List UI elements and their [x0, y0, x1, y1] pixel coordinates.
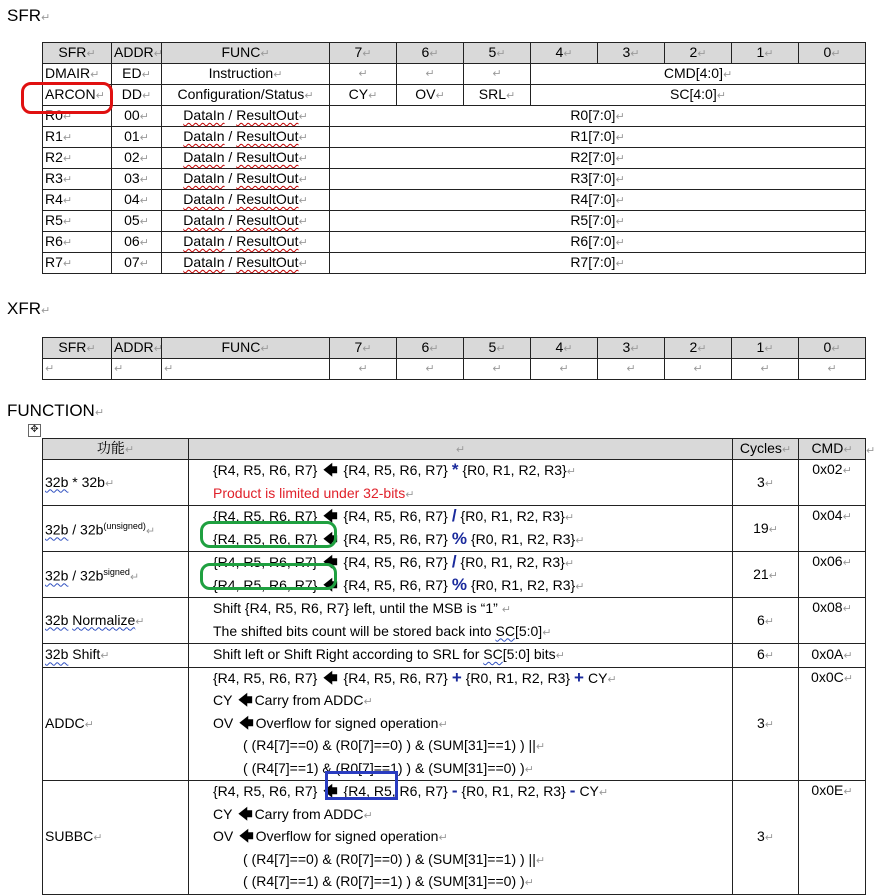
sfr-row-r3	[43, 169, 866, 190]
sfr-row-r6	[43, 232, 866, 253]
section-title-xfr: XFR↵	[7, 299, 51, 318]
function-table	[42, 438, 866, 895]
sfr-name: R0↵	[43, 106, 112, 127]
sfr-table	[42, 42, 866, 274]
function-row-divu	[43, 506, 866, 552]
sfr-name: R3↵	[43, 169, 112, 190]
function-note: Product is limited under 32-bits↵	[213, 484, 415, 501]
sfr-bits: R0[7:0]↵	[330, 106, 866, 127]
sfr-name: ARCON↵	[43, 85, 112, 106]
sfr-bit: OV↵	[397, 85, 464, 106]
function-description: {R4, R5, R6, R7} 🡄 {R4, R5, R6, R7} * {R0, R1, R2, R3}↵ Product is limited under 32-bits↵	[189, 460, 733, 506]
sfr-func: Configuration/Status↵	[162, 85, 330, 106]
header-feature: 功能↵	[43, 439, 189, 460]
function-cycles: 3↵	[733, 667, 799, 781]
header-cell: 4↵	[531, 338, 598, 359]
header-cell: SFR↵	[43, 338, 112, 359]
function-description: Shift {R4, R5, R6, R7} left, until the MSB is “1” ↵ The shifted bits count will be stored back into SC[5:0]↵	[189, 598, 733, 644]
sfr-bits: R1[7:0]↵	[330, 127, 866, 148]
highlight-arcon	[21, 82, 113, 114]
sfr-bits: R4[7:0]↵	[330, 190, 866, 211]
left-arrow-icon: 🡄	[323, 669, 338, 686]
sfr-func: DataIn / ResultOut↵	[162, 232, 330, 253]
sfr-row-r2	[43, 148, 866, 169]
empty-cell: ↵	[732, 359, 799, 380]
header-cell: FUNC↵	[162, 338, 330, 359]
left-arrow-icon: 🡄	[323, 508, 338, 524]
function-name: 32b Shift↵	[43, 644, 189, 668]
section-title-sfr: SFR↵	[7, 6, 51, 25]
function-cmd: 0x08↵	[799, 598, 866, 644]
function-cycles: 19↵	[733, 506, 799, 552]
function-header-row	[43, 439, 866, 460]
sfr-func: DataIn / ResultOut↵	[162, 148, 330, 169]
header-cell: 2↵	[665, 338, 732, 359]
row-end-mark: ↵	[866, 445, 875, 457]
sfr-bits: SC[4:0]↵	[531, 85, 866, 106]
header-cell: SFR↵	[43, 43, 112, 64]
left-arrow-icon: 🡄	[238, 692, 253, 708]
empty-cell: ↵	[162, 359, 330, 380]
sfr-row-r7	[43, 253, 866, 274]
header-cell: 5↵	[464, 338, 531, 359]
empty-cell: ↵	[464, 64, 531, 85]
function-name: 32b * 32b↵	[43, 460, 189, 506]
sfr-addr: 00↵	[112, 106, 162, 127]
table-move-handle-icon[interactable]: ✥	[28, 424, 41, 437]
xfr-table	[42, 337, 866, 380]
header-cell: 7↵	[330, 43, 397, 64]
function-row-shift	[43, 644, 866, 668]
sfr-row-r4	[43, 190, 866, 211]
function-row-subbc	[43, 781, 866, 895]
function-cycles: 6↵	[733, 644, 799, 668]
header-cell: 5↵	[464, 43, 531, 64]
empty-cell: ↵	[665, 359, 732, 380]
left-arrow-icon: 🡄	[323, 576, 338, 593]
function-cycles: 3↵	[733, 781, 799, 895]
sfr-row-dmair	[43, 64, 866, 85]
header-cell: 2↵	[665, 43, 732, 64]
function-cmd: 0x04↵	[799, 506, 866, 552]
sfr-addr: DD↵	[112, 85, 162, 106]
empty-cell: ↵	[112, 359, 162, 380]
left-arrow-icon: 🡄	[239, 828, 254, 844]
header-cell: 7↵	[330, 338, 397, 359]
header-cell: 4↵	[531, 43, 598, 64]
sfr-bit: CY↵	[330, 85, 397, 106]
sfr-name: R1↵	[43, 127, 112, 148]
left-arrow-icon: 🡄	[323, 783, 338, 799]
empty-cell: ↵	[43, 359, 112, 380]
sfr-func: DataIn / ResultOut↵	[162, 190, 330, 211]
sfr-bits: R7[7:0]↵	[330, 253, 866, 274]
sfr-addr: 03↵	[112, 169, 162, 190]
function-description: {R4, R5, R6, R7} 🡄 {R4, R5, R6, R7} + {R0, R1, R2, R3} + CY↵ CY 🡄 Carry from ADDC↵ OV 🡄 Overflow for signed operation↵ ( (R4[7]==0) & (R0[7]==0) ) & (SUM[31]==1) ) ||↵ ( (R4[7]==1) & (R0[7]==1) ) & (SUM[31]==0) )↵	[189, 667, 733, 781]
header-cell: 1↵	[732, 338, 799, 359]
empty-cell: ↵	[799, 359, 866, 380]
sfr-func: Instruction↵	[162, 64, 330, 85]
function-row-addc	[43, 667, 866, 781]
sfr-func: DataIn / ResultOut↵	[162, 253, 330, 274]
header-cell: ADDR↵	[112, 43, 162, 64]
empty-cell: ↵	[464, 359, 531, 380]
header-cell: FUNC↵	[162, 43, 330, 64]
function-row-divs	[43, 552, 866, 598]
highlight-divs-remainder	[200, 563, 337, 590]
sfr-bit: SRL↵	[464, 85, 531, 106]
header-cell: 3↵	[598, 338, 665, 359]
header-cell: ADDR↵	[112, 338, 162, 359]
sfr-func: DataIn / ResultOut↵	[162, 169, 330, 190]
function-cmd: 0x02↵	[799, 460, 866, 506]
empty-cell: ↵	[397, 359, 464, 380]
sfr-row-r5	[43, 211, 866, 232]
function-cycles: 6↵	[733, 598, 799, 644]
sfr-name: R5↵	[43, 211, 112, 232]
function-cmd: 0x0C↵	[799, 667, 866, 781]
function-name: SUBBC↵	[43, 781, 189, 895]
sfr-header-row	[43, 43, 866, 64]
left-arrow-icon: 🡄	[239, 714, 254, 731]
function-cmd: 0x06↵	[799, 552, 866, 598]
function-description: Shift left or Shift Right according to SRL for SC[5:0] bits↵	[189, 644, 733, 668]
sfr-addr: 02↵	[112, 148, 162, 169]
highlight-divu-remainder	[200, 521, 337, 548]
function-name: $32b / 32b^{(unsigned)}↵$	[43, 506, 189, 552]
function-cmd: 0x0A↵	[799, 644, 866, 668]
empty-cell: ↵	[330, 359, 397, 380]
sfr-addr: 04↵	[112, 190, 162, 211]
function-name: 32b Normalize↵	[43, 598, 189, 644]
left-arrow-icon: 🡄	[323, 530, 338, 547]
sfr-addr: 01↵	[112, 127, 162, 148]
sfr-addr: ED↵	[112, 64, 162, 85]
function-description: {R4, R5, R6, R7} 🡄 {R4, R5, R6, R7} - {R0, R1, R2, R3} - CY↵ CY 🡄 Carry from ADDC↵ OV 🡄 Overflow for signed operation↵ ( (R4[7]==0) & (R0[7]==0) ) & (SUM[31]==1) ) ||↵ ( (R4[7]==1) & (R0[7]==1) ) & (SUM[31]==0) )↵	[189, 781, 733, 895]
highlight-subbc-addc	[325, 771, 398, 800]
function-row-mul	[43, 460, 866, 506]
empty-cell: ↵	[531, 359, 598, 380]
header-cmd: CMD↵	[799, 439, 866, 460]
sfr-row-arcon	[43, 85, 866, 106]
xfr-empty-row	[43, 359, 866, 380]
empty-cell: ↵	[598, 359, 665, 380]
sfr-bits: CMD[4:0]↵	[531, 64, 866, 85]
sfr-name: R7↵	[43, 253, 112, 274]
xfr-header-row	[43, 338, 866, 359]
header-cell: 6↵	[397, 338, 464, 359]
sfr-func: DataIn / ResultOut↵	[162, 106, 330, 127]
header-cycles: Cycles↵	[733, 439, 799, 460]
left-arrow-icon: 🡄	[323, 554, 338, 570]
function-name: ADDC↵	[43, 667, 189, 781]
sfr-bits: R5[7:0]↵	[330, 211, 866, 232]
function-row-normalize	[43, 598, 866, 644]
function-cycles: 21↵	[733, 552, 799, 598]
empty-cell: ↵	[397, 64, 464, 85]
function-cmd: 0x0E↵	[799, 781, 866, 895]
header-description: ↵	[189, 439, 733, 460]
sfr-addr: 07↵	[112, 253, 162, 274]
function-cycles: 3↵	[733, 460, 799, 506]
header-cell: 3↵	[598, 43, 665, 64]
empty-cell: ↵	[330, 64, 397, 85]
section-title-function: FUNCTION↵	[7, 401, 105, 420]
sfr-name: R4↵	[43, 190, 112, 211]
sfr-bits: R6[7:0]↵	[330, 232, 866, 253]
header-cell: 1↵	[732, 43, 799, 64]
left-arrow-icon: 🡄	[323, 462, 338, 478]
sfr-func: DataIn / ResultOut↵	[162, 127, 330, 148]
header-cell: 6↵	[397, 43, 464, 64]
header-cell: 0↵	[799, 43, 866, 64]
function-name: $32b / 32b^{signed}↵$	[43, 552, 189, 598]
sfr-name: R2↵	[43, 148, 112, 169]
sfr-func: DataIn / ResultOut↵	[162, 211, 330, 232]
sfr-row-r0	[43, 106, 866, 127]
sfr-bits: R3[7:0]↵	[330, 169, 866, 190]
left-arrow-icon: 🡄	[238, 805, 253, 822]
sfr-addr: 05↵	[112, 211, 162, 232]
function-description: {R4, R5, R6, R7} 🡄 {R4, R5, R6, R7} / {R0, R1, R2, R3}↵ {R4, R5, R6, R7} 🡄 {R4, R5, R6, R7} % {R0, R1, R2, R3}↵	[189, 506, 733, 552]
function-description: {R4, R5, R6, R7} 🡄 {R4, R5, R6, R7} / {R0, R1, R2, R3}↵ {R4, R5, R6, R7} 🡄 {R4, R5, R6, R7} % {R0, R1, R2, R3}↵	[189, 552, 733, 598]
sfr-name: DMAIR↵	[43, 64, 112, 85]
header-cell: 0↵	[799, 338, 866, 359]
sfr-row-r1	[43, 127, 866, 148]
sfr-bits: R2[7:0]↵	[330, 148, 866, 169]
sfr-addr: 06↵	[112, 232, 162, 253]
sfr-name: R6↵	[43, 232, 112, 253]
